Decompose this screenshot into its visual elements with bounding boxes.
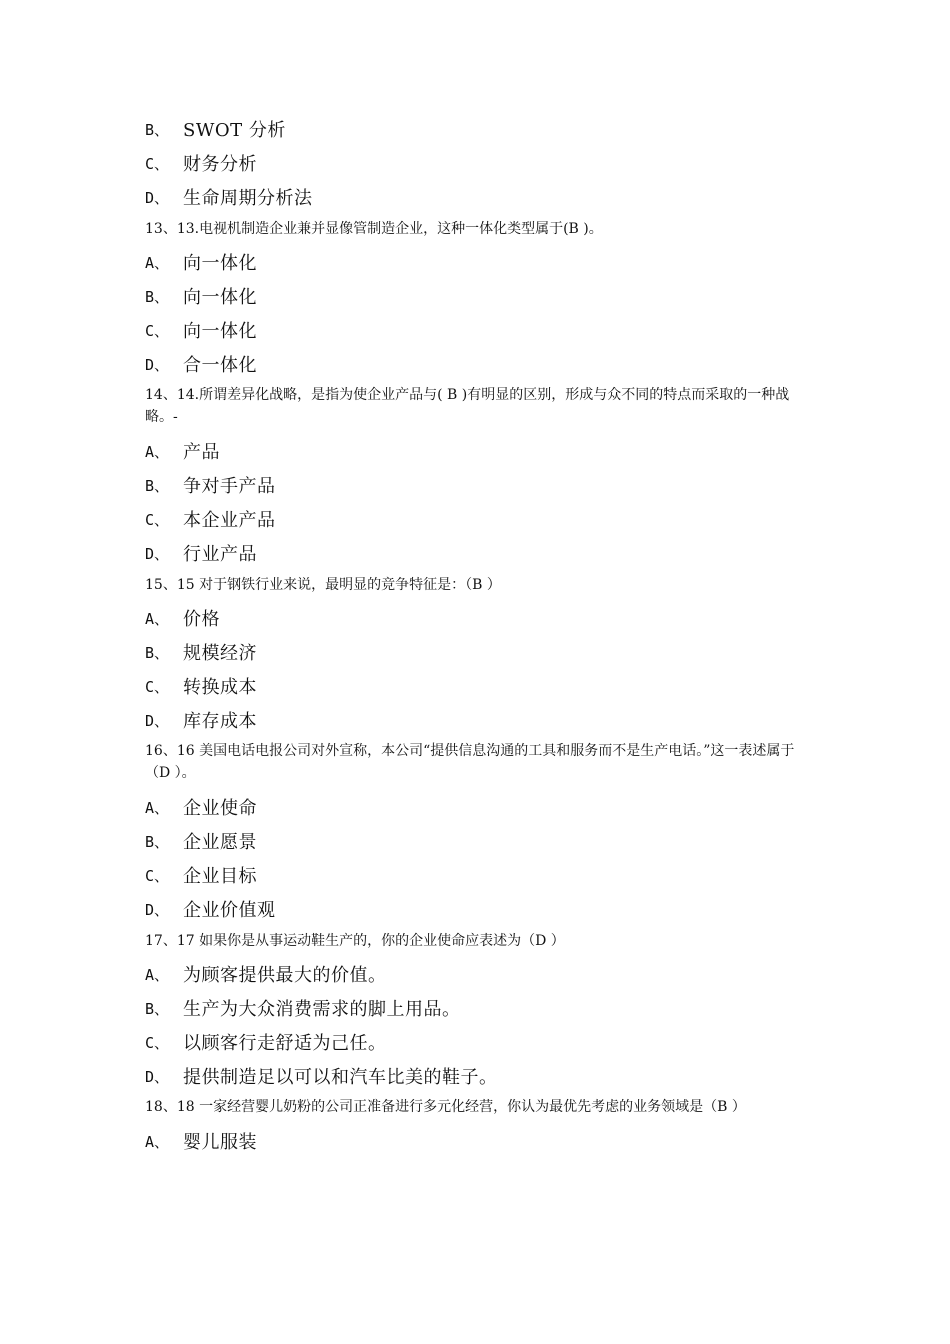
option-letter: A、 — [145, 609, 170, 628]
option-letter: D、 — [145, 711, 170, 730]
option-letter: A、 — [145, 965, 170, 984]
answer-option — [145, 146, 810, 180]
question-text: 15、15 对于钢铁行业来说，最明显的竞争特征是：（B ） — [145, 577, 501, 593]
option-letter: B、 — [145, 832, 170, 851]
document-body — [145, 112, 810, 1158]
answer-option — [145, 703, 810, 737]
option-letter: A、 — [145, 1132, 170, 1151]
answer-option — [145, 957, 810, 991]
option-letter: D、 — [145, 355, 170, 374]
question-text: 13、13.电视机制造企业兼并显像管制造企业，这种一体化类型属于(B )。 — [145, 221, 603, 237]
answer-option — [145, 858, 810, 892]
option-text: 本企业产品 — [183, 510, 276, 531]
answer-option — [145, 434, 810, 468]
option-letter: C、 — [145, 866, 170, 885]
question-text: 14、14.所谓差异化战略，是指为使企业产品与( B )有明显的区别，形成与众不同的特点而采取的一种战略。- — [145, 387, 790, 425]
option-letter: C、 — [145, 154, 170, 173]
option-text: 企业目标 — [183, 866, 257, 887]
option-text: 婴儿服装 — [183, 1132, 257, 1153]
option-text: 产品 — [183, 442, 220, 463]
answer-option — [145, 824, 810, 858]
option-letter: C、 — [145, 321, 170, 340]
answer-option — [145, 279, 810, 313]
answer-option — [145, 991, 810, 1025]
option-text: 企业价值观 — [183, 900, 276, 921]
answer-option — [145, 313, 810, 347]
option-text: 库存成本 — [183, 711, 257, 732]
option-letter: B、 — [145, 643, 170, 662]
option-text: 行业产品 — [183, 544, 257, 565]
answer-option — [145, 502, 810, 536]
option-text: 规模经济 — [183, 643, 257, 664]
option-letter: B、 — [145, 287, 170, 306]
option-letter: A、 — [145, 253, 170, 272]
option-text: SWOT 分析 — [183, 120, 286, 141]
option-text: 生产为大众消费需求的脚上用品。 — [183, 999, 461, 1020]
option-text: 向一体化 — [183, 253, 257, 274]
option-text: 企业愿景 — [183, 832, 257, 853]
option-text: 向一体化 — [183, 321, 257, 342]
question-text: 16、16 美国电话电报公司对外宣称，本公司“提供信息沟通的工具和服务而不是生产电话。”这一表述属于（D ）。 — [145, 743, 795, 781]
question-text: 18、18 一家经营婴儿奶粉的公司正准备进行多元化经营，你认为最优先考虑的业务领域是（B ） — [145, 1099, 746, 1115]
answer-option — [145, 1059, 810, 1093]
option-text: 转换成本 — [183, 677, 257, 698]
answer-option — [145, 347, 810, 381]
answer-option — [145, 790, 810, 824]
answer-option — [145, 112, 810, 146]
option-text: 提供制造足以可以和汽车比美的鞋子。 — [183, 1067, 498, 1088]
option-letter: C、 — [145, 1033, 170, 1052]
option-text: 向一体化 — [183, 287, 257, 308]
option-text: 以顾客行走舒适为己任。 — [183, 1033, 387, 1054]
option-text: 争对手产品 — [183, 476, 276, 497]
option-letter: B、 — [145, 999, 170, 1018]
option-letter: B、 — [145, 120, 170, 139]
option-letter: D、 — [145, 900, 170, 919]
question-text: 17、17 如果你是从事运动鞋生产的，你的企业使命应表述为（D ） — [145, 933, 565, 949]
answer-option — [145, 1124, 810, 1158]
answer-option — [145, 536, 810, 570]
option-text: 生命周期分析法 — [183, 188, 313, 209]
option-text: 财务分析 — [183, 154, 257, 175]
answer-option — [145, 892, 810, 926]
option-letter: A、 — [145, 442, 170, 461]
answer-option — [145, 1025, 810, 1059]
option-text: 合一体化 — [183, 355, 257, 376]
answer-option — [145, 601, 810, 635]
answer-option — [145, 180, 810, 214]
option-letter: B、 — [145, 476, 170, 495]
option-letter: C、 — [145, 510, 170, 529]
answer-option — [145, 669, 810, 703]
answer-option — [145, 635, 810, 669]
option-letter: D、 — [145, 188, 170, 207]
option-text: 企业使命 — [183, 798, 257, 819]
option-text: 为顾客提供最大的价值。 — [183, 965, 387, 986]
option-letter: C、 — [145, 677, 170, 696]
option-text: 价格 — [183, 609, 220, 630]
answer-option — [145, 468, 810, 502]
answer-option — [145, 245, 810, 279]
option-letter: D、 — [145, 544, 170, 563]
option-letter: A、 — [145, 798, 170, 817]
option-letter: D、 — [145, 1067, 170, 1086]
